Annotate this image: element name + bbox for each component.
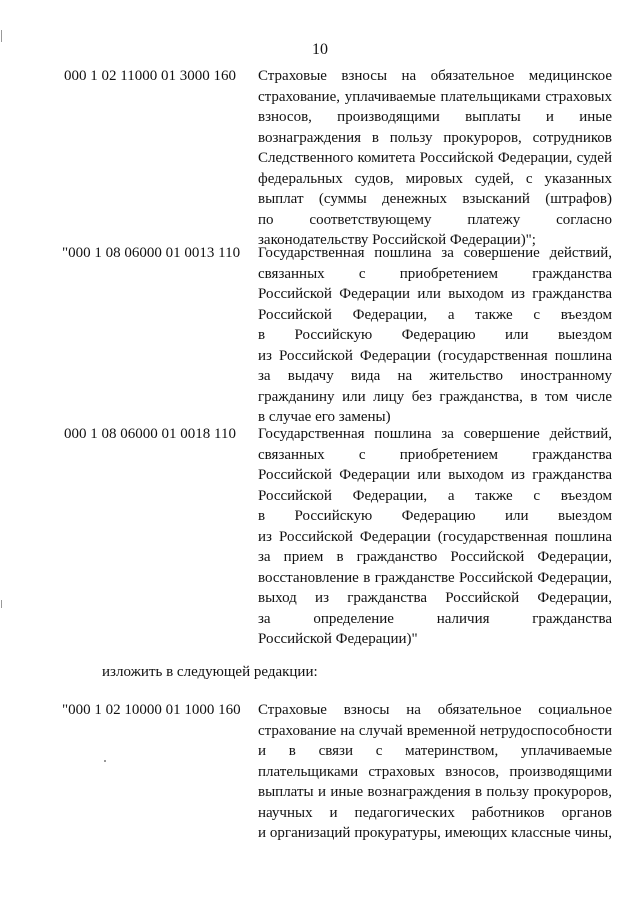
description-line: восстановление в гражданстве Российской Федерации,	[258, 569, 612, 586]
description-line: в случае его замены)	[258, 409, 391, 425]
budget-classification-code: 000 1 02 11000 01 3000 160	[64, 68, 236, 84]
description-line: страхование на случай временной нетрудоспособности	[258, 722, 612, 739]
description-line: Страховые взносы на обязательное социальное	[258, 702, 612, 718]
budget-classification-code: "000 1 02 10000 01 1000 160	[62, 702, 241, 718]
description-line: по соответствующему платежу согласно	[258, 211, 612, 228]
description-line: выплат (суммы денежных взысканий (штрафов)	[258, 191, 612, 207]
description-line: научных и педагогических работников органов	[258, 804, 612, 821]
description-line: за выдачу вида на жительство иностранному	[258, 368, 612, 384]
description-line: страхование, уплачиваемые плательщиками страховых	[258, 88, 612, 105]
description-line: Страховые взносы на обязательное медицинское	[258, 68, 612, 84]
description-line: связанных с приобретением гражданства	[258, 265, 612, 282]
description-line: Российской Федерации)"	[258, 631, 418, 647]
description-line: из Российской Федерации (государственная пошлина	[258, 347, 612, 364]
budget-classification-code: "000 1 08 06000 01 0013 110	[62, 245, 241, 261]
description-line: за определение наличия гражданства	[258, 610, 612, 627]
budget-classification-code: 000 1 08 06000 01 0018 110	[64, 426, 236, 442]
description-line: выход из гражданства Российской Федерации,	[258, 590, 612, 606]
description-line: федеральных судов, мировых судей, с указанных	[258, 170, 612, 187]
description-line: Российской Федерации или выходом из гражданства	[258, 467, 612, 483]
description-line: законодательству Российской Федерации)";	[258, 232, 536, 248]
description-line: связанных с приобретением гражданства	[258, 446, 612, 463]
description-line: выплаты и иные вознаграждения в пользу прокуроров,	[258, 784, 612, 800]
entry-description	[258, 424, 612, 650]
entry-description	[258, 243, 612, 428]
entry-description	[258, 700, 612, 844]
description-line: и в связи с материнством, уплачиваемые	[258, 743, 612, 759]
page-number: 10	[312, 41, 328, 58]
description-line: взносов, производящими выплаты и иные	[258, 109, 612, 125]
description-line: Государственная пошлина за совершение действий,	[258, 426, 612, 442]
scan-edge-mark	[1, 30, 2, 42]
description-line: за прием в гражданство Российской Федерации,	[258, 549, 612, 565]
description-line: Следственного комитета Российской Федерации, судей	[258, 150, 612, 166]
description-line: в Российскую Федерацию или выездом	[258, 327, 612, 343]
description-line: из Российской Федерации (государственная пошлина	[258, 528, 612, 545]
scan-edge-mark	[1, 600, 2, 608]
description-line: и организаций прокуратуры, имеющих классные чины,	[258, 825, 612, 841]
description-line: Российской Федерации, а также с въездом	[258, 306, 612, 323]
entry-description	[258, 66, 612, 251]
amendment-instruction: изложить в следующей редакции:	[102, 664, 318, 680]
description-line: в Российскую Федерацию или выездом	[258, 508, 612, 524]
description-line: Государственная пошлина за совершение действий,	[258, 245, 612, 261]
description-line: плательщиками страховых взносов, производящими	[258, 763, 612, 780]
description-line: Российской Федерации или выходом из гражданства	[258, 286, 612, 302]
scan-dot	[104, 760, 106, 762]
description-line: вознаграждения в пользу прокуроров, сотрудников	[258, 129, 612, 146]
description-line: гражданину или лицу без гражданства, в том числе	[258, 388, 612, 405]
description-line: Российской Федерации, а также с въездом	[258, 487, 612, 504]
